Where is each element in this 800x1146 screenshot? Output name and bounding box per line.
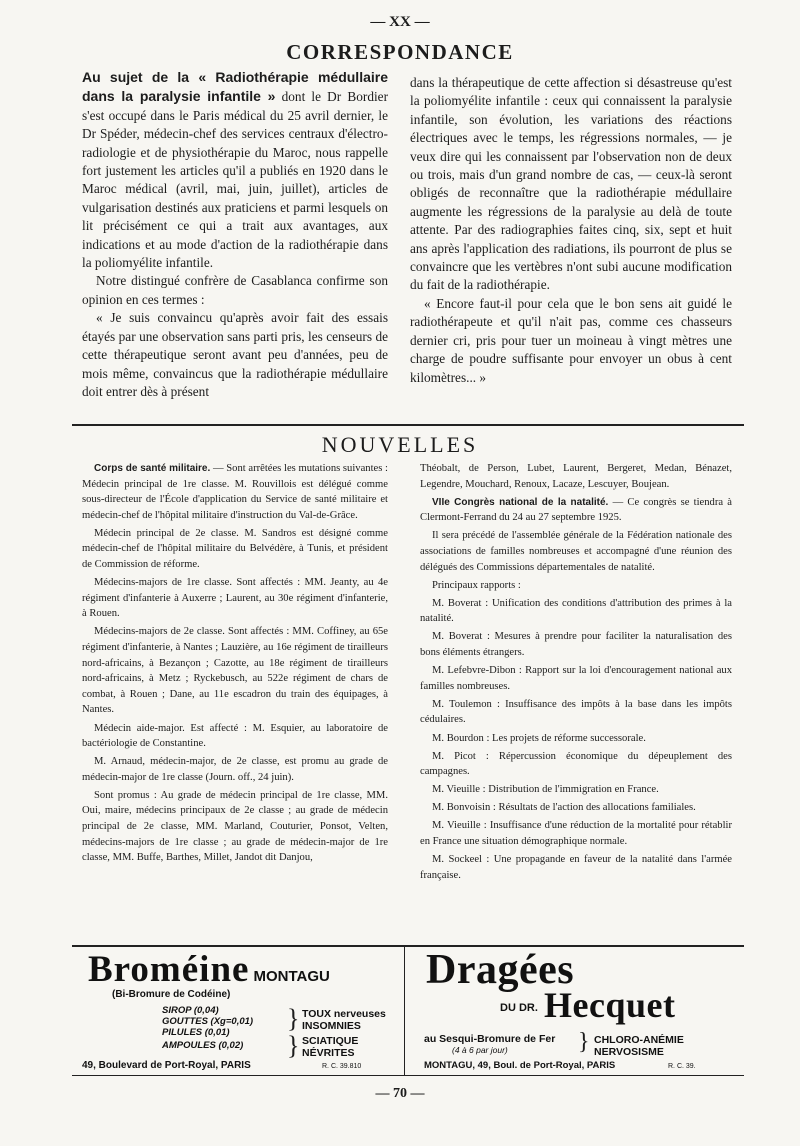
nouvelles-left-paragraph (82, 788, 388, 866)
ad-dragees-brand: Dragées (426, 947, 575, 993)
nouvelles-item-text: — Sont arrêtées les mutations suivantes : Médecin principal de 1re classe. M. Rouvillois est délégué comme sous-directeur de l'École d'application du Service de santé militaire et médecin-chef de l'hôpital militaire d'instruction du Val-de-Grâce. (82, 463, 388, 521)
ad-bromeine-brand-line (88, 948, 330, 991)
nouvelles-item-text: M. Arnaud, médecin-major, de 2e classe, est promu au grade de médecin-major de 1re classe (Journ. off., 24 juin). (82, 756, 388, 783)
ad-bromeine-brand: Broméine (88, 949, 250, 990)
nouvelles-item-text: Médecins-majors de 1re classe. Sont affectés : MM. Jeanty, au 4e régiment d'infanterie à Auxerre ; Laurent, au 30e régiment d'infanterie, à Rouen. (82, 577, 388, 620)
nouvelles-rapport-item: M. Bourdon : Les projets de réforme successorale. (432, 732, 646, 744)
ad-bromeine-subtitle: (Bi-Bromure de Codéine) (112, 989, 231, 1000)
section-title-correspondance: CORRESPONDANCE (286, 40, 514, 64)
correspondance-right-column (410, 74, 732, 387)
nouvelles-item-text: Médecin aide-major. Est affecté : M. Esquier, au laboratoire de bactériologie de Constantine. (82, 722, 388, 750)
ad-dragees-dosage: (4 à 6 par jour) (452, 1045, 508, 1055)
nouvelles-rapport-item: M. Toulemon : Insuffisance des impôts à la base dans les impôts cédulaires. (420, 698, 732, 726)
ad-dragees-indications (594, 1034, 684, 1058)
ad-dragees-description: au Sesqui-Bromure de Fer (424, 1033, 556, 1045)
nouvelles-left-column (82, 461, 388, 868)
ad-bromeine-brand-suffix: MONTAGU (253, 968, 330, 985)
ad-dragees-hecquet (410, 948, 742, 1074)
nouvelles-assemblee-paragraph: Il sera précédé de l'assemblée générale de la Fédération nationale des associations de familles nombreuses et accompagné d'une réunion des délégués des Commissions départementales de natalité. (420, 530, 732, 573)
nouvelles-rapport-item: M. Vieuille : Distribution de l'immigration en France. (432, 784, 659, 796)
ad-dragees-du-dr: DU DR. (500, 1002, 538, 1014)
ad-bromeine-brace-1: } (287, 1004, 300, 1033)
nouvelles-rapport-item: M. Picot : Répercussion économique du dépeuplement des campagnes. (420, 750, 732, 778)
ad-bromeine-form-item: PILULES (0,01) (162, 1027, 230, 1038)
nouvelles-congres-text: — Ce congrès se tiendra à Clermont-Ferrand du 24 au 27 septembre 1925. (420, 496, 733, 524)
ads-vertical-divider (404, 947, 405, 1075)
nouvelles-rapports-list (420, 596, 732, 884)
correspondance-paragraph-3: « Je suis convaincu qu'après avoir fait des essais étayés par une observation sans parti pris, les censeurs de cette thérapeutique seront avant peu d'années, peu de mois même, convaincus que la radiothérapie médullaire doit entrer dès à présent (82, 310, 388, 399)
nouvelles-left-paragraph (82, 575, 388, 622)
ad-bromeine-indication: NÉVRITES (302, 1047, 355, 1059)
ad-bromeine-indications-2 (302, 1035, 358, 1059)
nouvelles-rapport-item: M. Vieuille : Insuffisance d'une réduction de la mortalité pour rétablir en France une situation démographique normale. (420, 820, 732, 848)
ads-bottom-divider (72, 1075, 744, 1076)
ad-dragees-brace: } (578, 1029, 590, 1055)
ads-divider (72, 945, 744, 947)
correspondance-paragraph-2: Notre distingué confrère de Casablanca confirme son opinion en ces termes : (82, 273, 388, 307)
nouvelles-left-paragraph (82, 721, 388, 752)
nouvelles-item-text: Médecin principal de 2e classe. M. Sandros est désigné comme médecin-chef de l'hôpital militaire du Belvédère, à Tunis, et président de Commission de réforme. (82, 527, 388, 571)
section-title-nouvelles: NOUVELLES (321, 432, 479, 457)
ad-bromeine-indications-1 (302, 1008, 386, 1032)
correspondance-lead-bold: Au sujet de la « Radiothérapie médullaire dans la paralysie infantile » (82, 69, 388, 105)
nouvelles-rapport-item: M. Boverat : Mesures à prendre pour faciliter la naturalisation des bons éléments étrangers. (420, 631, 732, 659)
correspondance-divider (72, 424, 744, 426)
ad-bromeine-address: 49, Boulevard de Port-Royal, PARIS (82, 1060, 251, 1071)
nouvelles-item-text: Médecins-majors de 2e classe. Sont affectés : MM. Coffiney, au 65e régiment d'infanterie, à Nantes ; Lauzière, au 16e régiment de tirailleurs nord-africains, à Bezançon ; Cazotte, au 18e régiment de tirailleurs nord-africains, à Metz ; Ryckebusch, au 522e régiment de chars de combat, à Rouen ; Dane, au 11e escadron du train des équipages, à Nantes. (82, 626, 388, 716)
ad-dragees-address: MONTAGU, 49, Boul. de Port-Royal, PARIS (424, 1060, 616, 1071)
correspondance-right-paragraph-1: dans la thérapeutique de cette affection si désastreuse qu'est la poliomyélite infantile : ceux qui connaissent la paralysie infantile, son évolution, les variations des réactions électriques avec le temps, les régressions normales, — je veux dire qui les connaissent par l'observation non de deux ou trois, mais d'un grand nombre de cas, — ceux-là seront obligés de reconnaître que la radiothérapie médullaire augmente les régressions de la paralysie au delà de toute attente. Par des radiographies faites cinq, six, sept et huit ans après l'application des radiations, ils pourront de plus se convaincre que les vertèbres n'ont subi aucune modification du fait de la radiothérapie. (410, 75, 732, 293)
nouvelles-item-text: Sont promus : Au grade de médecin principal de 1re classe, MM. Oui, maire, médecins principaux de 2e classe ; au grade de médecin principal de 2e classe, MM. Marland, Couturier, Ponsot, Velten, médecins-majors de 1re classe ; au grade de médecin-major de 1re classe, MM. Buffe, Barthes, Millet, Jandot dit Danjou, (82, 789, 388, 864)
ad-bromeine-form-item: SIROP (0,04) (162, 1005, 219, 1016)
ad-dragees-indication: NERVOSISME (594, 1046, 664, 1058)
ad-bromeine-indication: INSOMNIES (302, 1020, 361, 1032)
nouvelles-rapport-item: M. Lefebvre-Dibon : Rapport sur la loi d'encouragement national aux familles nombreuses. (420, 665, 732, 692)
ad-dragees-indication: CHLORO-ANÉMIE (594, 1034, 684, 1046)
ad-bromeine (82, 948, 400, 1074)
nouvelles-promotions-continued: Théobalt, de Person, Lubet, Laurent, Bergeret, Medan, Bénazet, Legendre, Mouchard, Renoux, Lacaze, Lescuyer, Boujean. (420, 463, 732, 490)
nouvelles-rapports-label: Principaux rapports : (432, 579, 521, 591)
nouvelles-left-paragraph (82, 754, 388, 785)
ad-bromeine-reference: R. C. 39.810 (322, 1063, 362, 1070)
nouvelles-congres-title: VIIe Congrès national de la natalité. (432, 496, 609, 508)
ad-dragees-reference: R. C. 39. (668, 1063, 696, 1070)
correspondance-right-paragraph-2: « Encore faut-il pour cela que le bon sens ait guidé le radiothérapeute et qu'il n'ait pas, comme ces chasseurs dernier cri, pris pour tuer un moineau à vingt mètres une charge de poudre suffisante pour envoyer un obus à cent kilomètres... » (410, 295, 732, 385)
nouvelles-rapport-item: M. Boverat : Unification des conditions d'attribution des primes à la natalité. (420, 597, 732, 625)
ad-bromeine-ampoules: AMPOULES (0,02) (162, 1040, 244, 1051)
nouvelles-item-title: Corps de santé militaire. (94, 463, 211, 474)
correspondance-lead-text: dont le Dr Bordier s'est occupé dans le Paris médical du 25 avril dernier, le Dr Spéder, médecin-chef des services centraux d'électro-radiologie et de physiothérapie du Maroc, nous rappelle fort justement les articles qu'il a publiés en 1920 dans le Maroc médical (avril, mai, juin, juillet), articles de vulgarisation destinés aux praticiens et parmi lesquels on lit précisément ce qui a trait aux avantages, aux indications et au mode d'action de la radiothérapie dans la poliomyélite infantile. (82, 89, 389, 271)
ad-bromeine-forms (162, 1005, 253, 1038)
ad-dragees-hecquet-name: Hecquet (544, 985, 676, 1025)
nouvelles-rapport-item: M. Bonvoisin : Résultats de l'action des allocations familiales. (432, 802, 696, 814)
nouvelles-left-paragraph (82, 624, 388, 718)
nouvelles-left-paragraph (82, 461, 388, 523)
correspondance-lead-paragraph (82, 68, 388, 272)
nouvelles-congres-paragraph (420, 495, 732, 526)
nouvelles-left-paragraph (82, 526, 388, 573)
correspondance-left-column (82, 68, 388, 401)
nouvelles-rapport-item: M. Sockeel : Une propagande en faveur de la natalité dans l'armée française. (420, 854, 732, 881)
ad-bromeine-indication: TOUX nerveuses (302, 1008, 386, 1020)
ad-bromeine-indication: SCIATIQUE (302, 1035, 359, 1047)
nouvelles-right-column (420, 461, 732, 886)
page-number: — 70 — (375, 1086, 425, 1101)
page-roman-number: — XX — (370, 14, 430, 30)
ad-bromeine-form-item: GOUTTES (Xg=0,01) (162, 1016, 254, 1027)
ad-bromeine-brace-2: } (287, 1031, 300, 1060)
